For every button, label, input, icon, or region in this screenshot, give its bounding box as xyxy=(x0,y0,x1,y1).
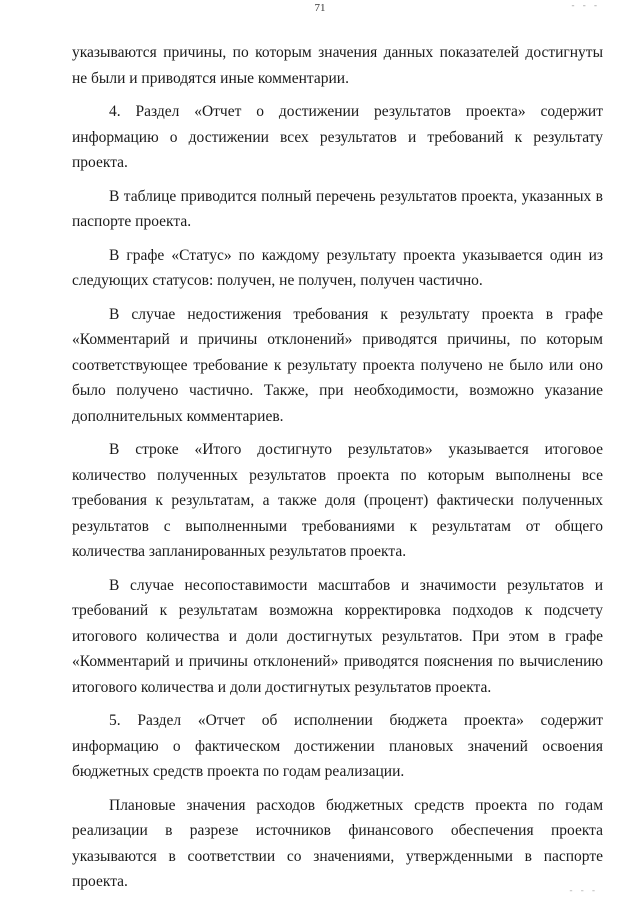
paragraph-continuation: указываются причины, по которым значения данных показателей достигнуты не были и приводятся иные комментарии. xyxy=(72,44,603,87)
paragraph-section-4: 4. Раздел «Отчет о достижении результатов проекта» содержит информацию о достижении всех результатов и требований к результату проекта. xyxy=(72,103,603,171)
paragraph-total-row: В строке «Итого достигнуто результатов» указывается итоговое количество полученных результатов проекта по которым выполнены все требования к результатам, а также доля (процент) фактически полученных результатов с выполненными требованиями к результатам от общего количества запланированных результатов проекта. xyxy=(72,441,603,560)
body-text xyxy=(72,40,603,903)
paragraph-non-achievement: В случае недостижения требования к результату проекта в графе «Комментарий и причины отклонений» приводятся причины, по которым соответствующее требование к результату проекта получено не было или оно было получено частично. Также, при необходимости, возможно указание дополнительных комментариев. xyxy=(72,305,603,425)
corner-mark-bottom: - - - xyxy=(569,885,598,895)
paragraph-planned-expenses: Плановые значения расходов бюджетных средств проекта по годам реализации в разрезе источников финансового обеспечения проекта указываются в соответствии со значениями, утвержденными в паспорте проекта. xyxy=(72,796,603,890)
paragraph-status-column: В графе «Статус» по каждому результату проекта указывается один из следующих статусов: получен, не получен, получен частично. xyxy=(72,246,603,289)
paragraph-incomparability: В случае несопоставимости масштабов и значимости результатов и требований к результатам возможна корректировка подходов к подсчету итогового количества и доли достигнутых результатов. При этом в графе «Комментарий и причины отклонений» приводятся пояснения по вычислению итогового количества и доли достигнутых результатов проекта. xyxy=(72,576,603,696)
paragraph-results-table: В таблице приводится полный перечень результатов проекта, указанных в паспорте проекта. xyxy=(72,187,603,230)
corner-mark-top: - - - xyxy=(571,0,600,10)
page-number: 71 xyxy=(314,2,326,14)
paragraph-section-5: 5. Раздел «Отчет об исполнении бюджета проекта» содержит информацию о фактическом достижении плановых значений освоения бюджетных средств проекта по годам реализации. xyxy=(72,712,603,780)
